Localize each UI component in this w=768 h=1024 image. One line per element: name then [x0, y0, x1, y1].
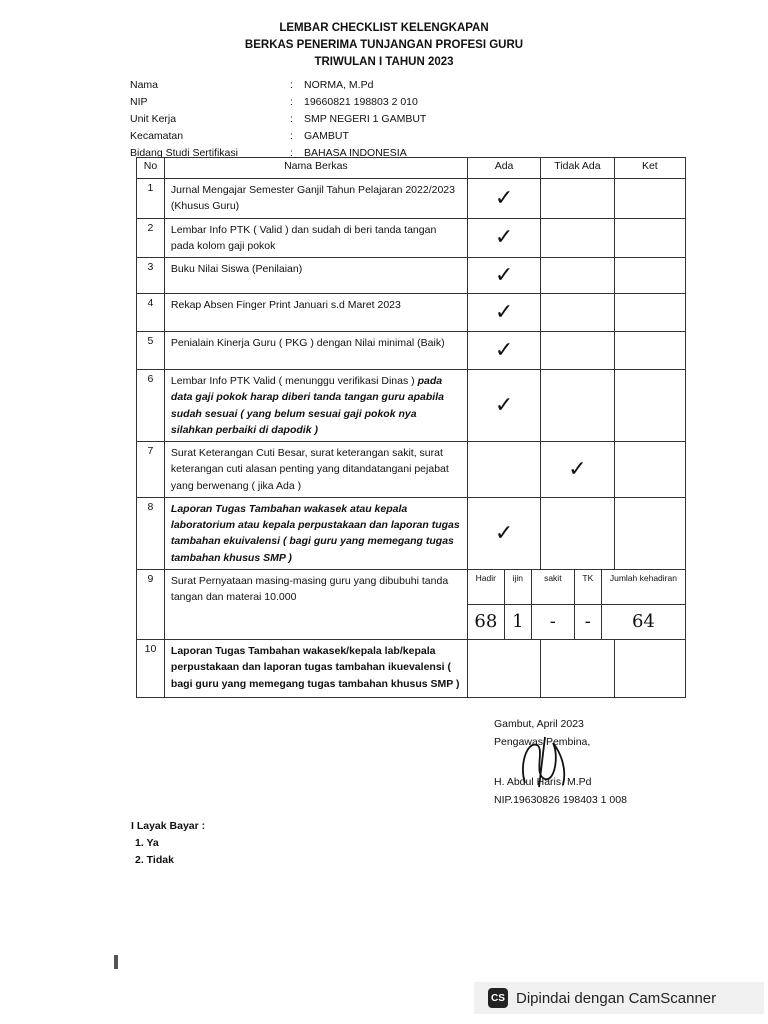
tidak-ada-cell — [541, 179, 614, 219]
payment-option-ya: 1. Ya — [135, 836, 159, 849]
check-mark-icon: ✓ — [494, 520, 514, 546]
identity-label: Kecamatan — [130, 129, 184, 142]
row-document-plain: Lembar Info PTK Valid ( menunggu verifikasi Dinas ) — [170, 375, 418, 388]
ada-cell — [467, 258, 540, 294]
attendance-jumlah-label: Jumlah kehadiran — [609, 572, 677, 583]
tidak-ada-cell — [541, 294, 614, 332]
attendance-tk-label: TK — [575, 570, 602, 604]
ada-cell — [467, 370, 540, 442]
row-document: Lembar Info PTK ( Valid ) dan sudah di beri tanda tangan pada kolom gaji pokok — [164, 218, 467, 258]
colon: : — [290, 129, 293, 142]
ada-cell — [467, 218, 540, 258]
signature-role: Pengawas Pembina, — [494, 735, 591, 748]
row-document: Laporan Tugas Tambahan wakasek atau kepala laboratorium atau kepala perpustakaan dan laporan tugas tambahan ekuivalensi ( bagi guru yang memegang tugas tambahan khusus SMP ) — [164, 497, 467, 569]
row-document: Surat Pernyataan masing-masing guru yang dibubuhi tanda tangan dan materai 10.000 — [164, 569, 467, 639]
attendance-values-cell — [467, 604, 685, 639]
header-nama-berkas: Nama Berkas — [164, 158, 467, 179]
table-row — [137, 218, 686, 258]
ket-cell — [614, 639, 685, 697]
row-number: 5 — [137, 332, 165, 370]
row-document: Jurnal Mengajar Semester Ganjil Tahun Pelajaran 2022/2023 (Khusus Guru) — [164, 179, 467, 219]
ket-cell — [614, 258, 685, 294]
tidak-ada-cell — [541, 332, 614, 370]
identity-value: GAMBUT — [304, 129, 349, 142]
ket-cell — [614, 370, 685, 442]
signature-nip: NIP.19630826 198403 1 008 — [494, 793, 627, 806]
tidak-ada-cell — [541, 639, 614, 697]
tidak-ada-cell — [541, 218, 614, 258]
identity-label: NIP — [130, 95, 148, 108]
identity-label: Bidang Studi Sertifikasi — [130, 146, 238, 159]
row-document-italic: pada data gaji pokok harap diberi tanda tangan guru apabila sudah sesuai ( yang belum sesuai gaji pokok nya silahkan perbaiki di dapodik ) — [170, 375, 444, 436]
camscanner-logo-icon: CS — [488, 988, 508, 1008]
table-row — [137, 442, 686, 498]
attendance-hadir-label: Hadir — [468, 570, 505, 604]
header-tidak-ada: Tidak Ada — [541, 158, 614, 179]
identity-value: SMP NEGERI 1 GAMBUT — [304, 112, 427, 125]
colon: : — [290, 78, 293, 91]
attendance-ijin-label: ijin — [505, 570, 532, 604]
attendance-sakit-value: - — [532, 605, 575, 639]
identity-row-kecamatan — [130, 127, 630, 144]
title-line-3: TRIWULAN I TAHUN 2023 — [314, 56, 454, 68]
table-row — [137, 294, 686, 332]
attendance-sakit-label: sakit — [532, 570, 575, 604]
signature-place-date: Gambut, April 2023 — [494, 718, 584, 730]
attendance-ijin-value: 1 — [505, 605, 532, 639]
payment-option-tidak: 2. Tidak — [135, 853, 174, 866]
identity-row-nama — [130, 76, 630, 93]
identity-value: NORMA, M.Pd — [304, 78, 374, 91]
table-row — [137, 569, 686, 604]
ada-cell — [467, 497, 540, 569]
ket-cell — [614, 179, 685, 219]
header-ket: Ket — [614, 158, 685, 179]
scan-speck — [114, 955, 118, 969]
header-ada: Ada — [467, 158, 540, 179]
ket-cell — [614, 294, 685, 332]
payment-title: I Layak Bayar : — [131, 820, 206, 832]
attendance-header-cell — [467, 569, 685, 604]
row-number: 8 — [137, 497, 165, 569]
table-row — [137, 370, 686, 442]
identity-label: Nama — [130, 78, 159, 91]
title-line-2: BERKAS PENERIMA TUNJANGAN PROFESI GURU — [244, 39, 524, 51]
attendance-header — [468, 570, 685, 604]
colon: : — [290, 112, 293, 125]
identity-label: Unit Kerja — [130, 112, 177, 125]
identity-row-nip — [130, 93, 630, 110]
payment-eligibility — [131, 818, 205, 868]
ada-cell — [467, 294, 540, 332]
row-number: 1 — [137, 179, 165, 219]
attendance-values — [468, 605, 685, 639]
tidak-ada-cell — [541, 497, 614, 569]
ada-cell — [467, 639, 540, 697]
row-document: Buku Nilai Siswa (Penilaian) — [164, 258, 467, 294]
check-mark-icon: ✓ — [494, 300, 514, 326]
ket-cell — [614, 497, 685, 569]
ket-cell — [614, 442, 685, 498]
colon: : — [290, 146, 293, 159]
attendance-tk-value: - — [575, 605, 602, 639]
check-mark-icon: ✓ — [494, 338, 514, 364]
row-number: 9 — [137, 569, 165, 639]
row-number: 10 — [137, 639, 165, 697]
row-number: 3 — [137, 258, 165, 294]
table-row — [137, 179, 686, 219]
row-document — [164, 370, 467, 442]
identity-value: BAHASA INDONESIA — [304, 146, 407, 159]
table-row — [137, 258, 686, 294]
camscanner-watermark — [474, 982, 764, 1014]
row-document: Laporan Tugas Tambahan wakasek/kepala lab/kepala perpustakaan dan laporan tugas tambahan ikuevalensi ( bagi guru yang memegang tugas tambahan khusus SMP ) — [164, 639, 467, 697]
row-document: Surat Keterangan Cuti Besar, surat keterangan sakit, surat keterangan cuti alasan penting yang ditandatangani pejabat yang berwenang ( jika Ada ) — [164, 442, 467, 498]
camscanner-text: Dipindai dengan CamScanner — [516, 989, 717, 1007]
identity-row-unit-kerja — [130, 110, 630, 127]
row-number: 4 — [137, 294, 165, 332]
row-document: Rekap Absen Finger Print Januari s.d Maret 2023 — [164, 294, 467, 332]
check-mark-icon: ✓ — [494, 185, 514, 211]
attendance-hadir-value: 68 — [468, 605, 505, 639]
check-mark-icon: ✓ — [494, 393, 514, 419]
row-number: 2 — [137, 218, 165, 258]
ada-cell — [467, 179, 540, 219]
table-header-row — [137, 158, 686, 179]
table-row — [137, 639, 686, 697]
check-mark-icon: ✓ — [494, 263, 514, 289]
check-mark-icon: ✓ — [568, 457, 587, 483]
handwritten-signature-icon — [515, 735, 575, 790]
table-row — [137, 497, 686, 569]
checklist-table — [136, 157, 686, 698]
ada-cell — [467, 442, 540, 498]
title-line-1: LEMBAR CHECKLIST KELENGKAPAN — [279, 22, 489, 34]
header-no: No — [137, 158, 165, 179]
identity-value: 19660821 198803 2 010 — [304, 95, 418, 108]
row-number: 7 — [137, 442, 165, 498]
check-mark-icon: ✓ — [494, 225, 514, 251]
attendance-jumlah-value: 64 — [631, 610, 655, 632]
identity-block — [130, 76, 630, 161]
tidak-ada-cell — [541, 258, 614, 294]
ada-cell — [467, 332, 540, 370]
ket-cell — [614, 332, 685, 370]
tidak-ada-cell — [541, 370, 614, 442]
colon: : — [290, 95, 293, 108]
tidak-ada-cell — [541, 442, 614, 498]
ket-cell — [614, 218, 685, 258]
row-number: 6 — [137, 370, 165, 442]
row-document: Penialain Kinerja Guru ( PKG ) dengan Nilai minimal (Baik) — [164, 332, 467, 370]
table-row — [137, 332, 686, 370]
signature-name: H. Abdul Haris, M.Pd — [494, 775, 592, 788]
